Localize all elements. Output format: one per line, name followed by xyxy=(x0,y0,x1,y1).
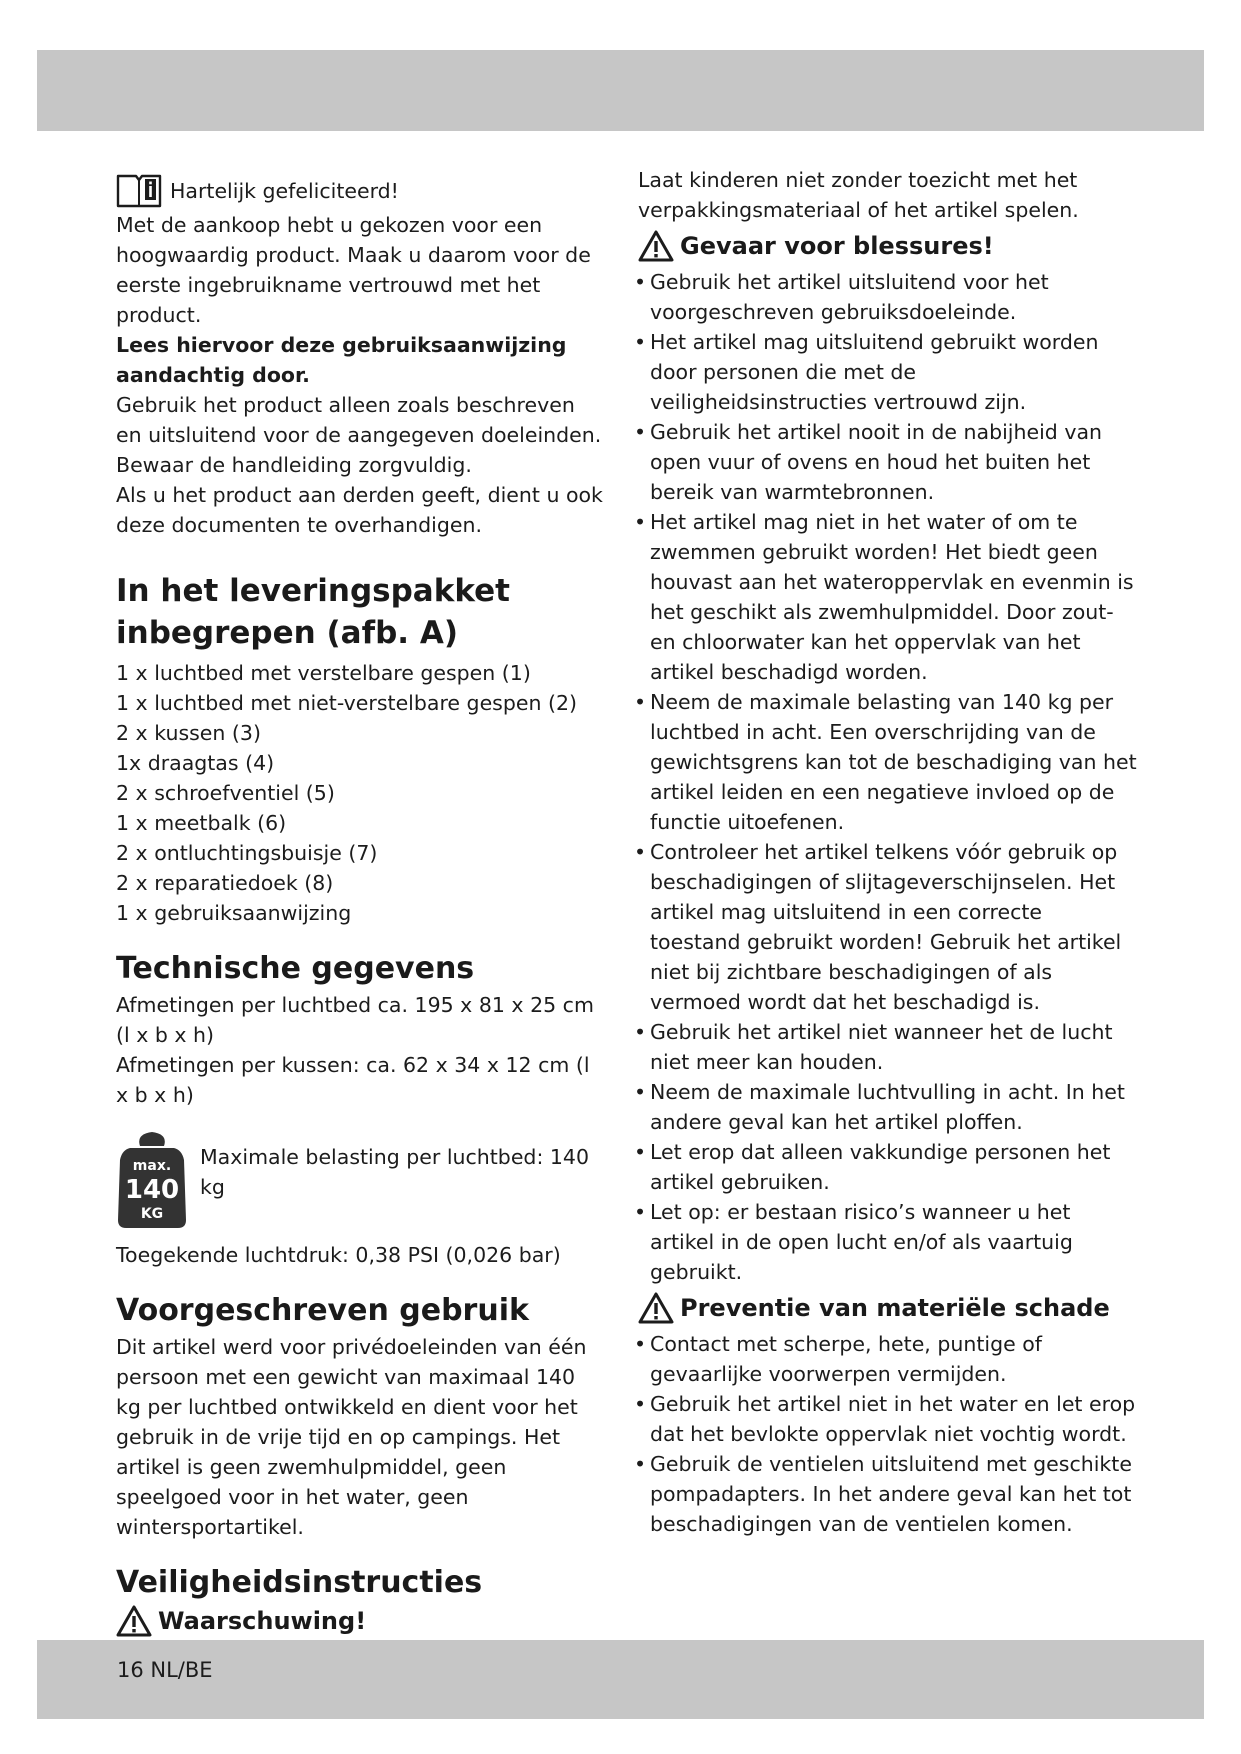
intended-use-text: Dit artikel werd voor privédoeleinden van één persoon met een gewicht van maximaal 140 kg per luchtbed ontwikkeld en dient voor het gebruik in de vrije tijd en op campings. Het artikel is geen zwemhulpmiddel, geen speelgoed voor in het water, geen wintersportartikel. xyxy=(116,1335,587,1539)
left-column xyxy=(116,172,606,1668)
air-pressure: Toegekende luchtdruk: 0,38 PSI (0,026 bar) xyxy=(116,1243,561,1267)
list-item: • Contact met scherpe, hete, puntige of gevaarlijke voorwerpen vermijden. xyxy=(638,1329,1138,1389)
weight-icon-unit: KG xyxy=(140,1206,164,1222)
header-bar xyxy=(37,50,1204,131)
delivery-heading: In het leveringspakket inbegrepen (afb. A) xyxy=(116,573,510,651)
delivery-item: 2 x ontluchtingsbuisje (7) xyxy=(116,841,378,865)
intro-heading xyxy=(116,172,606,210)
list-item: • Gebruik de ventielen uitsluitend met geschikte pompadapters. In het andere geval kan het tot beschadigingen van de ventielen komen. xyxy=(638,1449,1138,1539)
delivery-list xyxy=(116,658,606,928)
delivery-item: 1 x luchtbed met verstelbare gespen (1) xyxy=(116,661,531,685)
intro-paragraph-3: Bewaar de handleiding zorgvuldig. xyxy=(116,453,472,477)
list-item: • Gebruik het artikel niet in het water en let erop dat het bevlokte oppervlak niet vochtig wordt. xyxy=(638,1389,1138,1449)
injury-heading xyxy=(638,229,1138,263)
list-item: • Gebruik het artikel niet wanneer het de lucht niet meer kan houden. xyxy=(638,1017,1138,1077)
warning-heading xyxy=(116,1604,606,1638)
dimensions-bed: Afmetingen per luchtbed ca. 195 x 81 x 25 cm (l x b x h) xyxy=(116,993,594,1047)
warning-triangle-icon xyxy=(116,1605,152,1637)
weight-icon-value: 140 xyxy=(124,1175,180,1205)
warning-heading-text: Waarschuwing! xyxy=(158,1607,367,1635)
weight-icon xyxy=(116,1128,188,1230)
intro-bold-note: Lees hiervoor deze gebruiksaanwijzing aandachtig door. xyxy=(116,333,567,387)
list-item: • Let erop dat alleen vakkundige personen het artikel gebruiken. xyxy=(638,1137,1138,1197)
injury-heading-text: Gevaar voor blessures! xyxy=(680,232,994,260)
delivery-item: 2 x schroefventiel (5) xyxy=(116,781,335,805)
safety-heading: Veiligheidsinstructies xyxy=(116,1565,483,1600)
delivery-item: 1x draagtas (4) xyxy=(116,751,275,775)
damage-heading xyxy=(638,1291,1138,1325)
dimensions-pillow: Afmetingen per kussen: ca. 62 x 34 x 12 cm (l x b x h) xyxy=(116,1053,590,1107)
intended-use-heading: Voorgeschreven gebruik xyxy=(116,1293,529,1328)
injury-list xyxy=(638,267,1138,1287)
technical-heading: Technische gegevens xyxy=(116,951,475,986)
list-item: • Neem de maximale luchtvulling in acht. In het andere geval kan het artikel ploffen. xyxy=(638,1077,1138,1137)
max-load-text: Maximale belasting per luchtbed: 140 kg xyxy=(200,1145,589,1199)
damage-list xyxy=(638,1329,1138,1539)
delivery-item: 2 x reparatiedoek (8) xyxy=(116,871,334,895)
weight-icon-top: max. xyxy=(132,1158,172,1174)
list-item: • Gebruik het artikel uitsluitend voor het voorgeschreven gebruiksdoeleinde. xyxy=(638,267,1138,327)
list-item: • Controleer het artikel telkens vóór gebruik op beschadigingen of slijtageverschijnselen. Het artikel mag uitsluitend in een correcte toestand gebruikt worden! Gebruik het artikel niet bij zichtbare beschadigingen of als vermoed wordt dat het beschadigd is. xyxy=(638,837,1138,1017)
damage-heading-text: Preventie van materiële schade xyxy=(680,1294,1110,1322)
max-load-row xyxy=(116,1128,606,1230)
delivery-item: 2 x kussen (3) xyxy=(116,721,261,745)
right-column xyxy=(638,165,1138,1539)
intro-paragraph-1: Met de aankoop hebt u gekozen voor een hoogwaardig product. Maak u daarom voor de eerste ingebruikname vertrouwd met het product. xyxy=(116,213,591,327)
list-item: • Let op: er bestaan risico’s wanneer u het artikel in de open lucht en/of als vaartuig gebruikt. xyxy=(638,1197,1138,1287)
info-book-icon xyxy=(116,172,162,210)
list-item: • Het artikel mag niet in het water of om te zwemmen gebruikt worden! Het biedt geen houvast aan het wateroppervlak en evenmin is het geschikt als zwemhulpmiddel. Door zout- en chloorwater kan het oppervlak van het artikel beschadigd worden. xyxy=(638,507,1138,687)
list-item: • Neem de maximale belasting van 140 kg per luchtbed in acht. Een overschrijding van de gewichtsgrens kan tot de beschadiging van het artikel leiden en een negatieve invloed op de functie uitoefenen. xyxy=(638,687,1138,837)
delivery-item: 1 x meetbalk (6) xyxy=(116,811,287,835)
footer-bar xyxy=(37,1640,1204,1719)
delivery-item: 1 x luchtbed met niet-verstelbare gespen (2) xyxy=(116,691,578,715)
list-item: • Het artikel mag uitsluitend gebruikt worden door personen die met de veiligheidsinstructies vertrouwd zijn. xyxy=(638,327,1138,417)
greeting-text: Hartelijk gefeliciteerd! xyxy=(170,179,399,203)
list-item: • Gebruik het artikel nooit in de nabijheid van open vuur of ovens en houd het buiten het bereik van warmtebronnen. xyxy=(638,417,1138,507)
delivery-item: 1 x gebruiksaanwijzing xyxy=(116,901,352,925)
page-number: 16 NL/BE xyxy=(117,1658,213,1682)
intro-paragraph-4: Als u het product aan derden geeft, dient u ook deze documenten te overhandigen. xyxy=(116,483,603,537)
intro-paragraph-2: Gebruik het product alleen zoals beschreven en uitsluitend voor de aangegeven doeleinden. xyxy=(116,393,602,447)
warning-triangle-icon xyxy=(638,1292,674,1324)
children-warning-text: Laat kinderen niet zonder toezicht met het verpakkingsmateriaal of het artikel spelen. xyxy=(638,168,1079,222)
warning-triangle-icon xyxy=(638,230,674,262)
